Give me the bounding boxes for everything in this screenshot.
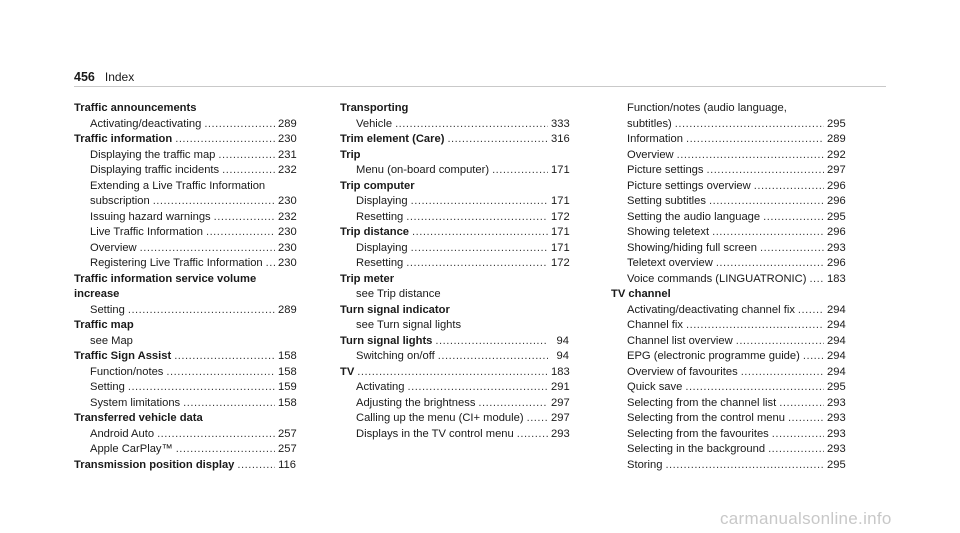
index-heading: Turn signal indicator [340,303,450,316]
leader-dots [709,194,824,210]
page-reference: 296 [827,179,846,192]
entry-label: Displaying the traffic map [90,148,216,161]
index-heading: Transporting [340,102,409,114]
index-sub-entry [340,396,569,412]
index-sub-entry [611,179,845,195]
index-sub-entry [611,318,845,334]
leader-dots [478,396,548,412]
page-reference: 183 [551,365,570,378]
entry-label: Setting the audio language [627,210,761,223]
entry-label: Storing [627,458,663,471]
page-reference: 295 [827,117,846,130]
index-sub-entry [340,349,569,365]
index-sub-text: see Map [90,334,133,347]
entry-label: Overview of favourites [627,365,738,378]
leader-dots [772,427,824,443]
entry-label: Resetting [356,210,404,223]
index-heading-entry [340,365,569,381]
entry-label: Apple CarPlay™ [90,443,173,455]
page-reference: 333 [551,117,570,130]
leader-dots [406,210,548,226]
entry-label: Function/notes [90,365,164,378]
leader-dots [411,194,548,210]
page-reference: 183 [827,272,846,285]
entry-label: Displaying traffic incidents [90,164,220,176]
leader-dots [686,132,824,148]
entry-label: Selecting from the channel list [627,396,777,409]
page-number: 456 [74,70,95,84]
leader-dots [174,349,275,365]
index-sub-entry [74,225,296,241]
page-title: Index [104,70,135,84]
leader-dots [176,442,275,458]
entry-label: Channel list overview [627,334,733,347]
entry-label: Menu (on-board computer) [356,164,490,176]
index-sub-entry [611,380,845,396]
entry-label: Channel fix [627,319,683,331]
index-sub-entry [611,210,845,226]
index-heading: Traffic announcements [74,102,197,114]
index-column-2 [340,101,569,442]
leader-dots [266,256,275,272]
index-sub-entry [340,163,569,179]
index-sub-entry [611,241,845,257]
page-reference: 158 [278,396,297,409]
leader-dots [218,148,275,164]
entry-label: Showing teletext [627,226,710,238]
entry-label: Calling up the menu (CI+ module) [356,412,524,424]
leader-dots [411,241,548,257]
header-divider [74,86,886,87]
entry-label: Traffic information [74,133,173,145]
entry-label: Switching on/off [356,350,435,362]
index-column-1 [74,101,296,473]
index-sub-text: see Trip distance [356,288,441,300]
leader-dots [214,210,275,226]
leader-dots [222,163,275,179]
leader-dots [128,303,275,319]
leader-dots [412,225,548,241]
page-reference: 293 [827,412,846,424]
page-reference: 294 [827,350,846,362]
page-reference: 159 [278,381,297,393]
leader-dots [128,380,275,396]
entry-label: Activating/deactivating [90,117,202,130]
index-heading: Traffic information service volume [74,272,257,285]
page-reference: 296 [827,195,846,207]
index-sub-entry [611,427,845,443]
leader-dots [803,349,824,365]
page-reference: 230 [278,241,297,254]
index-heading-entry [340,334,569,350]
entry-label: Trip distance [340,226,410,238]
page-reference: 171 [551,241,570,254]
page-reference: 171 [551,195,570,207]
index-heading-entry [74,132,296,148]
index-sub-entry [74,380,296,396]
page-reference: 232 [278,164,297,176]
index-heading-entry [340,132,569,148]
entry-label: Displays in the TV control menu [356,427,514,440]
index-heading: Trip [340,148,361,161]
entry-label: Selecting from the control menu [627,412,785,424]
leader-dots [685,380,824,396]
page-reference: 296 [827,226,846,238]
entry-label: Selecting in the background [627,443,766,455]
entry-label: Issuing hazard warnings [90,210,211,223]
leader-dots [686,318,824,334]
page-reference: 230 [278,133,297,145]
entry-label: Picture settings [627,164,704,176]
index-sub-entry [611,458,845,474]
entry-label: Setting [90,381,125,393]
leader-dots [675,117,824,133]
leader-dots [157,427,275,443]
index-sub-text: Extending a Live Traffic Information [90,179,266,192]
leader-dots [763,210,824,226]
page-reference: 316 [551,133,570,145]
index-sub-entry [611,256,845,272]
entry-label: Registering Live Traffic Information [90,257,263,269]
index-sub-entry [611,148,845,164]
page-reference: 172 [551,257,570,269]
page-reference: 289 [278,117,297,130]
page-reference: 295 [827,210,846,223]
leader-dots [175,132,275,148]
entry-label: Trim element (Care) [340,133,445,145]
page-reference: 297 [551,412,570,424]
index-sub-entry [74,303,296,319]
page-reference: 171 [551,164,570,176]
leader-dots [492,163,548,179]
leader-dots [712,225,824,241]
index-heading-entry [74,349,296,365]
entry-label: Selecting from the favourites [627,427,769,440]
page-reference: 297 [827,164,846,176]
leader-dots [741,365,824,381]
leader-dots [798,303,824,319]
page-reference: 293 [551,427,570,440]
entry-label: Turn signal lights [340,334,433,347]
index-sub-entry [611,117,845,133]
leader-dots [395,117,548,133]
page-reference: 257 [278,427,297,440]
entry-label: subscription [90,195,150,207]
leader-dots [357,365,548,381]
entry-label: System limitations [90,396,181,409]
leader-dots [736,334,824,350]
index-sub-entry [611,303,845,319]
index-sub-entry [340,241,569,257]
index-heading: Transferred vehicle data [74,412,203,424]
entry-label: Activating/deactivating channel fix [627,303,795,316]
leader-dots [435,334,548,350]
leader-dots [716,256,824,272]
leader-dots [517,427,548,443]
entry-label: Overview [90,241,137,254]
index-sub-entry [611,194,845,210]
leader-dots [408,380,548,396]
index-sub-entry [340,117,569,133]
page-reference: 294 [827,365,846,378]
leader-dots [140,241,275,257]
index-sub-entry [74,442,296,458]
page-reference: 158 [278,350,297,362]
index-sub-entry [611,396,845,412]
entry-label: Transmission position display [74,458,235,471]
leader-dots [204,117,275,133]
page-reference: 296 [827,257,846,269]
entry-label: Quick save [627,381,683,393]
index-heading: increase [74,288,120,300]
index-sub-entry [74,396,296,412]
index-sub-entry [74,365,296,381]
index-heading: Trip meter [340,272,395,285]
leader-dots [206,225,275,241]
index-sub-entry [74,210,296,226]
leader-dots [153,194,275,210]
page-reference: 297 [551,396,570,409]
entry-label: Voice commands (LINGUATRONIC) [627,272,807,285]
page-reference: 116 [278,458,296,471]
leader-dots [768,442,824,458]
page-reference: 230 [278,257,297,269]
entry-label: TV [340,365,355,378]
watermark-text: carmanualsonline.info [720,509,892,528]
index-sub-entry [340,210,569,226]
index-sub-entry [74,256,296,272]
index-heading-entry [74,458,296,474]
leader-dots [677,148,824,164]
index-sub-entry [74,241,296,257]
leader-dots [788,411,824,427]
leader-dots [438,349,548,365]
page-reference: 295 [827,458,846,471]
page-reference: 94 [556,350,569,362]
index-sub-entry [340,256,569,272]
index-sub-text: Function/notes (audio language, [627,102,787,114]
leader-dots [760,241,824,257]
index-sub-entry [74,117,296,133]
entry-label: Showing/hiding full screen [627,241,757,254]
entry-label: Resetting [356,257,404,269]
page-reference: 294 [827,303,846,316]
entry-label: Picture settings overview [627,179,751,192]
page-reference: 289 [827,133,846,145]
index-sub-entry [74,194,296,210]
leader-dots [183,396,275,412]
entry-label: Setting [90,303,125,316]
page-reference: 230 [278,195,297,207]
page-reference: 230 [278,226,297,238]
index-heading: Trip computer [340,179,415,192]
leader-dots [166,365,275,381]
index-sub-entry [611,272,845,288]
index-sub-entry [611,225,845,241]
entry-label: Displaying [356,195,408,207]
leader-dots [447,132,548,148]
index-heading-entry [340,225,569,241]
entry-label: Vehicle [356,117,393,130]
entry-label: Traffic Sign Assist [74,350,172,362]
index-sub-entry [611,349,845,365]
entry-label: Adjusting the brightness [356,396,476,409]
page-reference: 295 [827,381,846,393]
page-reference: 289 [278,303,297,316]
index-sub-entry [340,380,569,396]
entry-label: Activating [356,381,405,393]
entry-label: Teletext overview [627,257,713,269]
page-reference: 171 [551,226,570,238]
index-sub-entry [611,132,845,148]
page-reference: 293 [827,443,846,455]
entry-label: Displaying [356,241,408,254]
page-reference: 293 [827,427,846,440]
leader-dots [706,163,824,179]
entry-label: Information [627,133,683,145]
index-heading: Traffic map [74,319,134,331]
page-reference: 158 [278,365,297,378]
index-heading: TV channel [611,288,671,300]
entry-label: Setting subtitles [627,195,706,207]
page-reference: 257 [278,443,297,455]
entry-label: Live Traffic Information [90,226,203,238]
leader-dots [527,411,548,427]
page-reference: 294 [827,334,846,347]
leader-dots [779,396,824,412]
index-sub-entry [340,194,569,210]
index-sub-entry [74,148,296,164]
index-sub-entry [611,365,845,381]
index-sub-entry [74,427,296,443]
page-reference: 172 [551,210,570,223]
index-sub-text: see Turn signal lights [356,319,462,331]
index-sub-entry [611,411,845,427]
page-reference: 293 [827,241,846,254]
leader-dots [809,272,824,288]
entry-label: subtitles) [627,117,672,130]
page-reference: 94 [556,334,569,347]
entry-label: Android Auto [90,427,155,440]
page-reference: 231 [278,148,297,161]
entry-label: Overview [627,148,674,161]
entry-label: EPG (electronic programme guide) [627,350,800,362]
leader-dots [665,458,824,474]
leader-dots [237,458,275,474]
index-sub-entry [611,163,845,179]
page-reference: 294 [827,319,846,331]
leader-dots [754,179,824,195]
index-sub-entry [611,442,845,458]
page-reference: 292 [827,148,846,161]
index-sub-entry [340,427,569,443]
page-reference: 291 [551,381,570,393]
index-sub-entry [611,334,845,350]
index-sub-entry [340,411,569,427]
leader-dots [406,256,548,272]
page-reference: 293 [827,396,846,409]
page-header [74,70,134,84]
index-column-3 [611,101,845,473]
page-reference: 232 [278,210,297,223]
index-sub-entry [74,163,296,179]
